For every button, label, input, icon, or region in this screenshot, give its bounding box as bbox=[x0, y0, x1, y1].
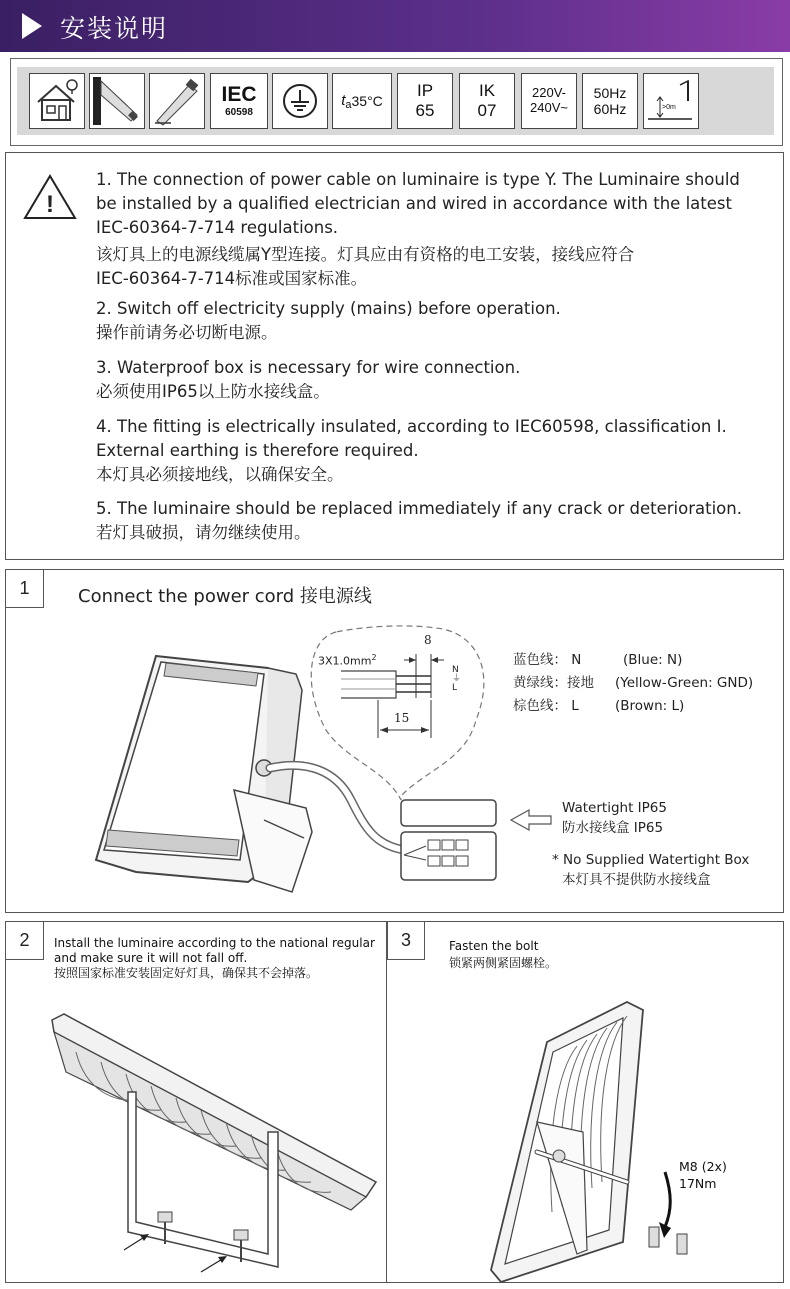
warning-triangle-icon bbox=[22, 173, 78, 225]
iec-label: IEC bbox=[221, 83, 257, 107]
warning-3-zh: 必须使用IP65以上防水接线盒。 bbox=[96, 382, 330, 401]
warning-1-zh-line-2: IEC-60364-7-714标准或国家标准。 bbox=[96, 269, 368, 288]
frequency-icon bbox=[582, 73, 638, 129]
step-3-instructions bbox=[449, 938, 557, 972]
earth-ground-icon bbox=[272, 73, 328, 129]
temp-value: 35°C bbox=[351, 92, 383, 109]
wall-mount-light-icon bbox=[89, 73, 145, 129]
no-box-note bbox=[552, 850, 749, 890]
step-3-panel bbox=[387, 921, 784, 1283]
page-title: 安装说明 bbox=[60, 14, 169, 43]
wiring-blue-zh: 蓝色线： N bbox=[513, 652, 582, 668]
wire-label-n: N bbox=[452, 665, 459, 675]
warning-5-zh: 若灯具破损，请勿继续使用。 bbox=[96, 523, 311, 542]
iec-number: 60598 bbox=[225, 107, 253, 119]
page-header bbox=[0, 0, 790, 52]
wiring-row-brown bbox=[513, 696, 685, 719]
warning-3 bbox=[96, 356, 520, 404]
voltage-bottom: 240V~ bbox=[530, 100, 568, 115]
step-3-line-1: Fasten the bolt bbox=[449, 939, 539, 953]
warning-1 bbox=[96, 168, 740, 291]
ceiling-mount-illustration bbox=[6, 982, 386, 1282]
cable-spec bbox=[318, 647, 377, 672]
ip-value: 65 bbox=[415, 101, 435, 120]
cable-spec-value: 3X1.0mm bbox=[318, 654, 372, 668]
warning-4-zh: 本灯具必须接地线，以确保安全。 bbox=[96, 465, 344, 484]
min-distance-icon bbox=[643, 73, 699, 129]
step-2-line-2: and make sure it will not fall off. bbox=[54, 951, 248, 965]
ik-value: 07 bbox=[477, 101, 497, 120]
watertight-box-en: Watertight IP65 bbox=[562, 800, 667, 816]
step-2-instructions bbox=[54, 936, 375, 981]
svg-text:!: ! bbox=[46, 191, 54, 218]
warning-3-en: 3. Waterproof box is necessary for wire connection. bbox=[96, 358, 521, 377]
ip-label: IP bbox=[416, 81, 434, 101]
warning-1-zh-line-1: 该灯具上的电源线缆属Y型连接。灯具应由有资格的电工安装，接线应符合 bbox=[96, 245, 635, 264]
frequency-top: 50Hz bbox=[593, 84, 627, 101]
step-1-panel bbox=[5, 569, 784, 913]
step-1-title: Connect the power cord 接电源线 bbox=[78, 586, 372, 607]
wiring-legend bbox=[513, 650, 754, 719]
voltage-top: 220V- bbox=[532, 85, 566, 101]
step-2-panel bbox=[5, 921, 387, 1283]
floodlight-illustration bbox=[96, 656, 312, 892]
step-2-line-1: Install the luminaire according to the national regular bbox=[54, 936, 375, 950]
step-2-line-3: 按照国家标准安装固定好灯具，确保其不会掉落。 bbox=[54, 966, 319, 980]
play-arrow-icon bbox=[22, 13, 42, 39]
dimension-15: 15 bbox=[394, 711, 410, 725]
watertight-box-label bbox=[562, 798, 667, 838]
wiring-row-blue bbox=[513, 650, 683, 673]
symbols-band bbox=[17, 67, 774, 135]
certification-symbols-panel bbox=[10, 58, 783, 146]
dimension-8: 8 bbox=[424, 633, 432, 647]
frequency-bottom: 60Hz bbox=[593, 101, 627, 117]
warning-1-en-line-2: be installed by a qualified electrician and wired in accordance with the latest bbox=[96, 194, 732, 213]
bolt-size: M8 (2x) bbox=[679, 1159, 727, 1174]
no-box-note-en: * No Supplied Watertight Box bbox=[552, 852, 750, 868]
wiring-row-yellow-green bbox=[513, 673, 754, 696]
warning-2 bbox=[96, 297, 561, 345]
wire-label-l: L bbox=[452, 683, 458, 693]
temp-t: t bbox=[341, 92, 346, 110]
wire-label-ground: ⏚ bbox=[452, 674, 462, 684]
step-3-number: 3 bbox=[387, 922, 425, 960]
ik-label: IK bbox=[478, 81, 496, 101]
wire-terminal-labels bbox=[452, 666, 461, 693]
distance-label: >0m bbox=[662, 104, 676, 111]
warning-4-en-line-2: External earthing is therefore required. bbox=[96, 441, 419, 460]
wiring-blue-en: (Blue: N) bbox=[623, 652, 683, 668]
wiring-green-en: (Yellow-Green: GND) bbox=[615, 675, 754, 691]
warning-2-en: 2. Switch off electricity supply (mains) before operation. bbox=[96, 299, 561, 318]
iec-60598-icon bbox=[210, 73, 268, 129]
watertight-box-zh: 防水接线盒 IP65 bbox=[562, 820, 664, 836]
temp-sub: a bbox=[345, 98, 352, 111]
step-1-number: 1 bbox=[6, 570, 44, 608]
warning-4 bbox=[96, 415, 727, 487]
warning-4-en-line-1: 4. The fitting is electrically insulated, according to IEC60598, classification I. bbox=[96, 417, 727, 436]
bolt-torque: 17Nm bbox=[679, 1176, 717, 1191]
ik07-icon bbox=[459, 73, 515, 129]
step-2-number: 2 bbox=[6, 922, 44, 960]
warning-5 bbox=[96, 497, 742, 545]
wiring-green-zh: 黄绿线：接地 bbox=[513, 675, 594, 691]
ambient-temperature-icon bbox=[332, 73, 392, 129]
wiring-brown-zh: 棕色线： L bbox=[513, 698, 579, 714]
warning-5-en: 5. The luminaire should be replaced immediately if any crack or deterioration. bbox=[96, 499, 742, 518]
voltage-icon bbox=[521, 73, 577, 129]
flood-beam-icon bbox=[149, 73, 205, 129]
no-box-note-zh: 本灯具不提供防水接线盒 bbox=[562, 872, 711, 888]
warning-1-en-line-3: IEC-60364-7-714 regulations. bbox=[96, 218, 339, 237]
ip65-icon bbox=[397, 73, 453, 129]
step-3-line-2: 锁紧两侧紧固螺栓。 bbox=[449, 956, 558, 970]
cable-spec-sup: 2 bbox=[371, 653, 377, 662]
fasten-bolt-illustration bbox=[387, 982, 782, 1282]
warning-1-en-line-1: 1. The connection of power cable on luminaire is type Y. The Luminaire should bbox=[96, 170, 740, 189]
warning-2-zh: 操作前请务必切断电源。 bbox=[96, 323, 278, 342]
indoor-house-icon bbox=[29, 73, 85, 129]
bolt-spec bbox=[679, 1158, 727, 1192]
wiring-brown-en: (Brown: L) bbox=[615, 698, 685, 714]
